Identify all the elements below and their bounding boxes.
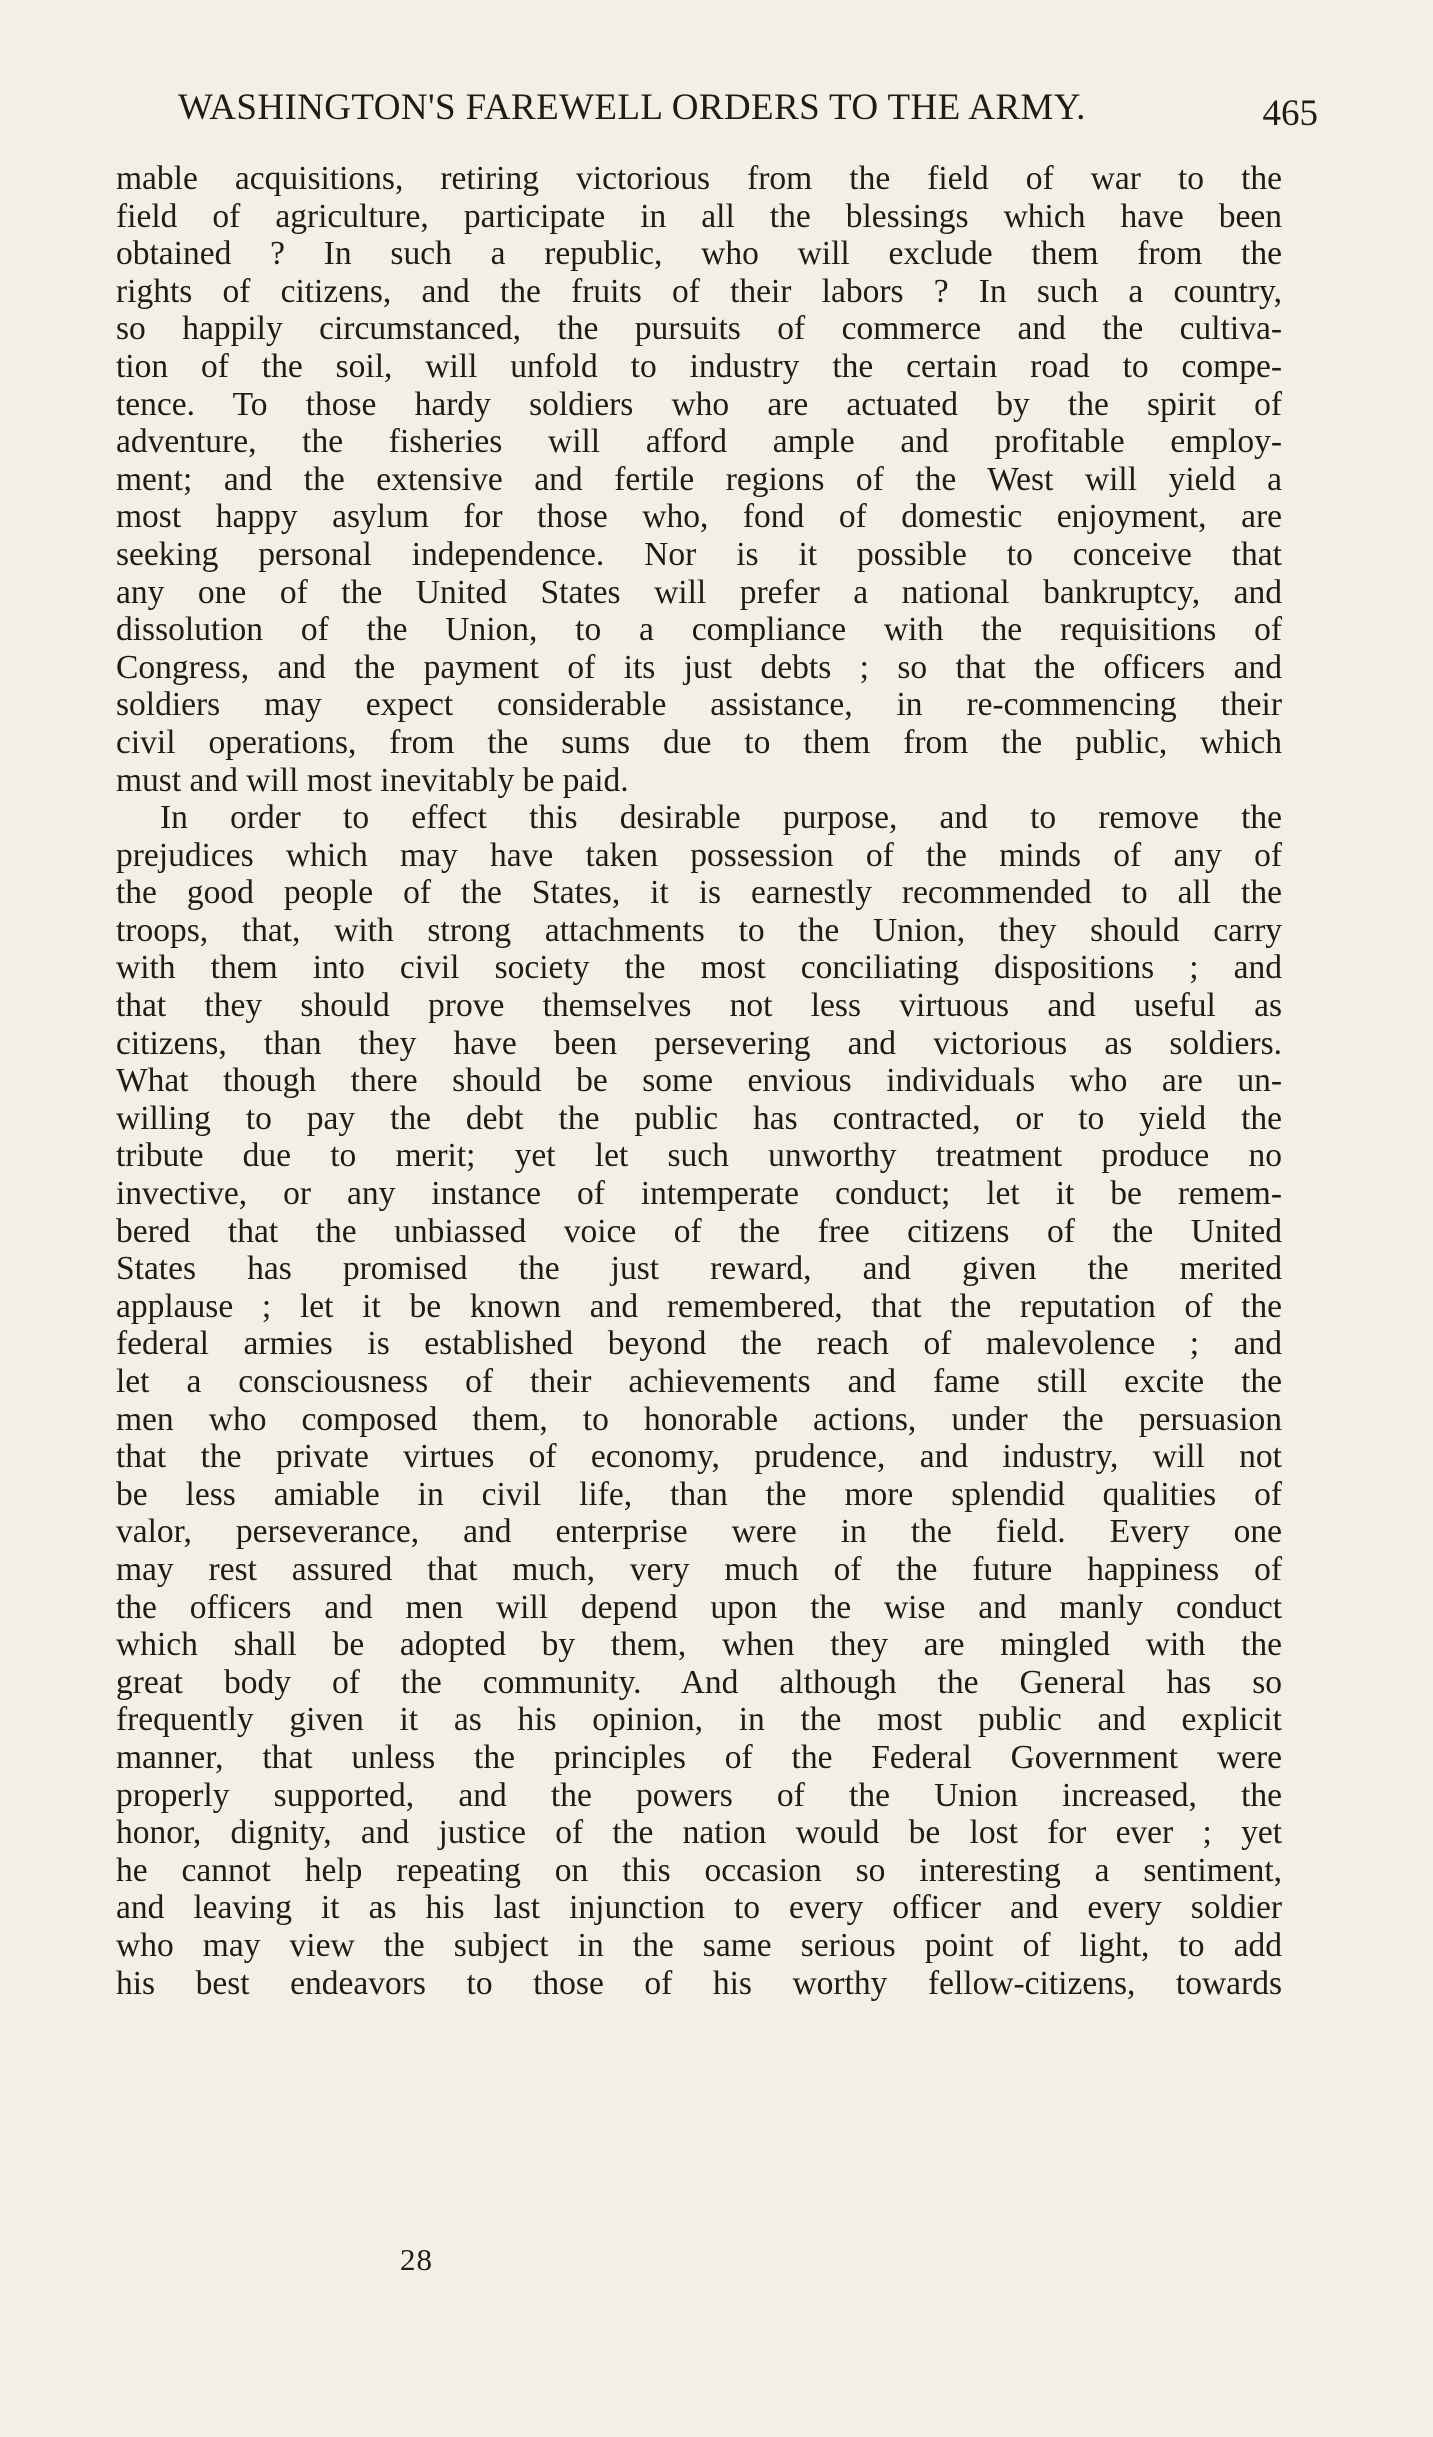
paragraph-start-line: In order to effect this desirable purpose, and to remove the bbox=[160, 799, 1282, 837]
text-line: great body of the community. And although the General has so bbox=[116, 1663, 1282, 1701]
text-line: dissolution of the Union, to a compliance with the requisitions of bbox=[116, 611, 1282, 649]
text-line: invective, or any instance of intemperate conduct; let it be remem- bbox=[116, 1175, 1282, 1213]
body-text bbox=[116, 160, 1282, 2002]
text-line: his best endeavors to those of his worthy fellow-citizens, towards bbox=[116, 1964, 1282, 2002]
text-line: may rest assured that much, very much of the future happiness of bbox=[116, 1550, 1282, 1588]
text-line: federal armies is established beyond the reach of malevolence ; and bbox=[116, 1325, 1282, 1363]
text-line: which shall be adopted by them, when they are mingled with the bbox=[116, 1626, 1282, 1664]
text-line: What though there should be some envious individuals who are un- bbox=[116, 1062, 1282, 1100]
text-line: bered that the unbiassed voice of the free citizens of the United bbox=[116, 1212, 1282, 1250]
running-head-title: WASHINGTON'S FAREWELL ORDERS TO THE ARMY. bbox=[178, 87, 1086, 128]
text-line: Congress, and the payment of its just debts ; so that the officers and bbox=[116, 648, 1282, 686]
running-head bbox=[178, 86, 1318, 136]
text-line: the good people of the States, it is earnestly recommended to all the bbox=[116, 874, 1282, 912]
text-line: obtained ? In such a republic, who will exclude them from the bbox=[116, 235, 1282, 273]
text-line: be less amiable in civil life, than the more splendid qualities of bbox=[116, 1475, 1282, 1513]
text-line: must and will most inevitably be paid. bbox=[116, 761, 629, 799]
text-line: ment; and the extensive and fertile regions of the West will yield a bbox=[116, 460, 1282, 498]
text-line: men who composed them, to honorable actions, under the persuasion bbox=[116, 1400, 1282, 1438]
text-line: tion of the soil, will unfold to industry the certain road to compe- bbox=[116, 347, 1282, 385]
text-line: prejudices which may have taken possession of the minds of any of bbox=[116, 836, 1282, 874]
text-line: civil operations, from the sums due to them from the public, which bbox=[116, 723, 1282, 761]
text-line: adventure, the fisheries will afford ample and profitable employ- bbox=[116, 423, 1282, 461]
text-line: and leaving it as his last injunction to every officer and every soldier bbox=[116, 1889, 1282, 1927]
text-line: field of agriculture, participate in all the blessings which have been bbox=[116, 197, 1282, 235]
text-line: he cannot help repeating on this occasion so interesting a sentiment, bbox=[116, 1851, 1282, 1889]
text-line: mable acquisitions, retiring victorious from the field of war to the bbox=[116, 160, 1282, 197]
text-line: that the private virtues of economy, prudence, and industry, will not bbox=[116, 1438, 1282, 1476]
text-line: so happily circumstanced, the pursuits of commerce and the cultiva- bbox=[116, 310, 1282, 348]
text-line: tribute due to merit; yet let such unworthy treatment produce no bbox=[116, 1137, 1282, 1175]
text-line: frequently given it as his opinion, in the most public and explicit bbox=[116, 1701, 1282, 1739]
text-line: that they should prove themselves not less virtuous and useful as bbox=[116, 987, 1282, 1025]
text-line: most happy asylum for those who, fond of domestic enjoyment, are bbox=[116, 498, 1282, 536]
text-line: soldiers may expect considerable assistance, in re-commencing their bbox=[116, 686, 1282, 724]
text-line: manner, that unless the principles of the Federal Government were bbox=[116, 1738, 1282, 1776]
signature-mark: 28 bbox=[400, 2242, 433, 2277]
text-line: applause ; let it be known and remembered, that the reputation of the bbox=[116, 1287, 1282, 1325]
text-line: seeking personal independence. Nor is it possible to conceive that bbox=[116, 535, 1282, 573]
text-line: with them into civil society the most conciliating dispositions ; and bbox=[116, 949, 1282, 987]
text-line: honor, dignity, and justice of the nation would be lost for ever ; yet bbox=[116, 1814, 1282, 1852]
text-line: valor, perseverance, and enterprise were in the field. Every one bbox=[116, 1513, 1282, 1551]
text-line: troops, that, with strong attachments to the Union, they should carry bbox=[116, 911, 1282, 949]
text-line: citizens, than they have been persevering and victorious as soldiers. bbox=[116, 1024, 1282, 1062]
text-line: States has promised the just reward, and given the merited bbox=[116, 1250, 1282, 1288]
text-line: properly supported, and the powers of the Union increased, the bbox=[116, 1776, 1282, 1814]
text-line: let a consciousness of their achievements and fame still excite the bbox=[116, 1363, 1282, 1400]
text-line: who may view the subject in the same serious point of light, to add bbox=[116, 1926, 1282, 1964]
text-line: willing to pay the debt the public has contracted, or to yield the bbox=[116, 1099, 1282, 1137]
text-line: the officers and men will depend upon the wise and manly conduct bbox=[116, 1588, 1282, 1626]
text-line: any one of the United States will prefer a national bankruptcy, and bbox=[116, 573, 1282, 611]
text-line: rights of citizens, and the fruits of their labors ? In such a country, bbox=[116, 272, 1282, 310]
page-number: 465 bbox=[1262, 93, 1318, 134]
text-line: tence. To those hardy soldiers who are actuated by the spirit of bbox=[116, 385, 1282, 423]
